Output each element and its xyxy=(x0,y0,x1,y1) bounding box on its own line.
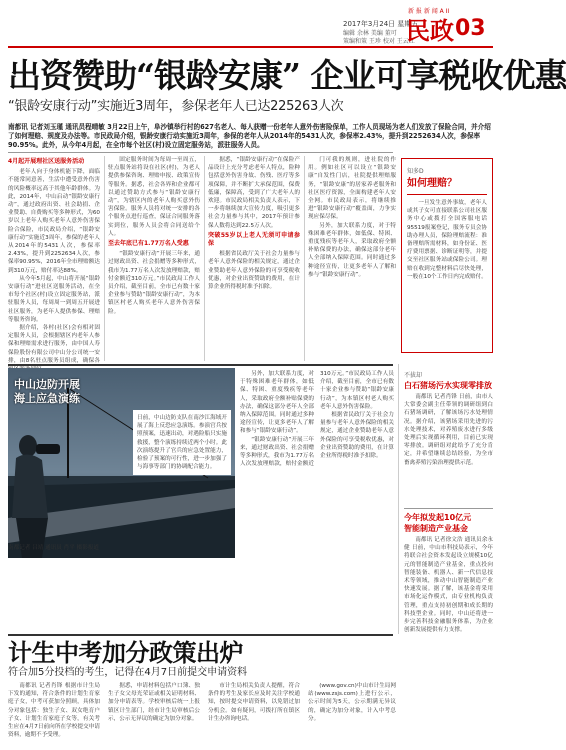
lead-rule xyxy=(8,152,393,153)
main-column-3 xyxy=(208,156,300,361)
main-col1c-para: 据介绍，各村(社区)会有相对固定服务人员，会根据辖区内老年人参保和理赔需求进行服务，由中国人寿保险股份有限公司中山分公司统一安排，由8名驻点服务员组成，确保各 xyxy=(8,325,100,364)
main-col4b-para: 另外，加大联系力度，对于特殊困难老年群体，如低保、特困、重度残疾等老年人，采取政府全额补贴保费的办法，确保这部分老年人全部纳入保障范围。同时通过多种途径宣传，让更多老年人了解和参与“银龄安康行动”。 xyxy=(308,222,396,278)
main-col2b-para: “银龄安康行动”开展三年来，通过财政出资、社会捐赠等多种形式，我市为1.77万名人次发放理赔款，赔付金额近310万元。”市民政局工作人员介绍，截至目前，全市已有数十家企业参与赞助“银龄安康行动”，为本镇区村老人购买老年人意外伤害保险。 xyxy=(108,251,200,315)
col-divider xyxy=(304,156,305,361)
main-col3-para: 据悉，“银龄安康行动”在保险产品设计上充分考虑老年人特点，险种包括意外伤害身故、伤残、医疗等多项保障，并不断扩大承保范围，保费低廉，保障高，受到了广大老年人的欢迎。市民政局相关负责人表示，下一步将继续加大宣传力度，吸引更多社会力量参与其中，2017年预计参保人数将达到22.5万人次。 xyxy=(208,157,300,229)
right-story2-title: 今年拟发起10亿元 智能制造产业基金 xyxy=(404,513,472,533)
second-headline: 计生中考加分政策出炉 xyxy=(8,638,243,667)
main-col1-para: 老年人向于身体机能下降，面临不能常同意善，生活中遭受意外伤害的风险概率远高于其他年龄群体。为此，2014年，中山启动“银龄安康行动”，通过政府出资、社会助捐、企业赞助、自费购买等多种形式，为60岁以上老年人购买老年人意外伤害保险合保险，市民政局介绍，“银龄安康行动”实施近3周年，参保的老年人从2014年的5431人次，参保率2.43%，提升到2252634人次，参保率90.95%，2016年全市理赔额达到310万元，赔付率达88%。 xyxy=(8,169,100,274)
masthead xyxy=(8,6,493,48)
mid-col-para: “银龄安康行动”开展三年来，通过财政出资、社会捐赠等多种形式，我市为1.77万名人次发放理赔款，赔付金额近310万元。”市民政局工作人员介绍，截至目前，全市已有数十家企业参与赞助“银龄安康行动”，为本镇区村老人购买老年人意外伤害保险。 xyxy=(240,371,394,468)
right-story1-text: 南都讯 记者肖锋 日前，由市人大常委会副主任带领的调研组到白石猪场调研，了解该场污水处理情况。据介绍，该猪场采用先进的污水处理技术，对养殖废水进行多级处理后实现循环利用，目前已实现零排放。调研组对此给予了充分肯定，并希望继续总结经验，为全市畜禽养殖污染治理提供示范。 xyxy=(404,394,493,466)
issue-date: 2017年3月24日 星期五 xyxy=(343,20,419,28)
main-column-4 xyxy=(308,156,396,361)
photo-credit: 南都记者 吕靖 通讯员 肖平 摄影报道 xyxy=(8,545,100,551)
right-story1-title: 白石猪场污水实现零排放 xyxy=(404,381,492,390)
masthead-topbar: 新 报 新 闻 A II xyxy=(408,8,450,15)
main-col3b-para: 根据省民政厅关于社会力量参与老年人意外保险的相关规定，通过企业赞助老年人意外保险的可享受税收优惠，对企业出资赞助的费用，在计算企业所得税时准予扣除。 xyxy=(208,251,300,291)
section-name: 民政 xyxy=(406,17,454,45)
col-divider xyxy=(104,156,105,361)
photo-caption: 日前，中山边防支队在南沙江海域开展了海上反恐应急演练。参演官兵按照预案，迅速出动，对遇险船只实施救援，整个演练持续近两个小时。此次演练提升了官兵的应急处置能力，检验了预案的可行性，进一步加强了与海事等部门的协调配合能力。 xyxy=(133,410,231,475)
mid-column xyxy=(240,370,394,632)
mid-col-para: 另外，加大联系力度，对于特殊困难老年群体，如低保、特困、重度残疾等老年人，采取政府全额补贴保费的办法，确保这部分老年人全部纳入保障范围。同时通过多种途径宣传，让更多老年人了解和参与“银龄安康行动”。 xyxy=(240,371,314,435)
masthead-rule xyxy=(8,46,493,48)
section-title-1: 4月起开展理社区送服务活动 xyxy=(8,158,85,165)
right-story1-body xyxy=(404,393,493,505)
sidebar-kicker: 知多D xyxy=(407,168,424,175)
second-column-2 xyxy=(108,682,200,746)
second-col2-para: 据悉，申请材料包括户口簿、独生子女父母光荣证或相关证明材料、加分申请表等。学校审核后统一上报镇区计生部门，经市计生局审核后公示，公示无异议的确定为加分对象。 xyxy=(108,683,200,722)
right-story2-text: 南都讯 记者徐文浩 通讯员余永健 日前，中山市科技局表示，今年将联合社会资本发起设立规模10亿元的智能制造产业基金，重点投向智能装备、机器人、新一代信息技术等领域，推动中山智能制造产业快速发展。据了解，该基金将采用市场化运作模式，由专业机构负责管理，重点支持初创期和成长期的科技型企业。同时，中山还将进一步完善科技金融服务体系，为企业创新发展提供有力支撑。 xyxy=(404,537,493,634)
right-story2-body xyxy=(404,536,493,746)
main-headline: 出资赞助“银龄安康” 企业可享税收优惠 xyxy=(8,56,566,95)
section-title-2: 至去年底已有1.77万名人受惠 xyxy=(108,240,189,248)
staff-credits: 编辑 余林 美编 董可 策编和策 王珍 校对 王云红 xyxy=(343,30,415,45)
second-col4-para: (www.gov.cn)中山市计生局网站(www.zsjs.com)上进行公示，公示时间为5天，公示期满无异议的，确定为加分对象，计入中考总分。 xyxy=(308,683,396,722)
second-column-1 xyxy=(8,682,100,746)
sidebar-title: 如何理赔？ xyxy=(407,177,487,195)
photo-story-title: 中山边防开展 海上应急演练 xyxy=(14,378,80,405)
right-story1-kicker: 不拔却 xyxy=(404,372,423,379)
main-col4-para: 门可我的规则，进社院的作用。例如社区可以设立“银龄安康”自发性门店，社院提供理赔服务，“银龄安康”的居家养老服务和社区医疗资源，全面构建老年人安全网。市民政局表示，将继续推进“银龄安康行动”覆盖面，力争实现应保尽保。 xyxy=(308,157,396,221)
main-col2-para: 固定服务时间为每周一至周五，驻点服务站将设在社区(村)，为老人提供参保咨询、理赔申报、政策宣传等服务。据悉，社会各界和企业都可以通过赞助方式参与“银龄安康行动”，为辖区内的老年人购买意外伤害保险。服务人员将对统一安排的各个服务点进行巡查，保证合同服务落实到位，服务人员会将合同送给个人。 xyxy=(108,157,200,237)
sidebar-box xyxy=(401,158,493,353)
page-number: 03 xyxy=(455,16,486,41)
main-column-1 xyxy=(8,156,100,364)
second-subhead: 符合加5分投档的考生，记得在4月7日前提交申请资料 xyxy=(8,667,248,678)
main-col1b-para: 从今年5月起，中山将开展“银龄安康行动”进社区送服务活动，在全市每个社区(村)设立固定服务站，派驻服务人员，每周周一到周五开展进社区服务，为老年人提供参保、理赔等服务咨询。 xyxy=(8,275,100,323)
lower-rule xyxy=(8,634,393,636)
mid-col-para: 根据省民政厅关于社会力量参与老年人意外保险的相关规定，通过企业赞助老年人意外保险的可享受税收优惠，对企业出资赞助的费用，在计算企业所得税时准予扣除。 xyxy=(320,412,394,460)
col-divider xyxy=(204,156,205,361)
col-divider xyxy=(398,364,399,634)
section-title-3: 突破55岁以上老人无须可申请参保 xyxy=(208,231,300,248)
sidebar-text: 一旦发生意外事故，老年人或其子女可直接联系公司社区服务中心或拨打全国客服电话95519报案登记，服务专员会协助办理人员，保险理赔流程：准备理赔所需材料，如身份证、医疗费用票据、诊断证明等，并提交至社区服务站或保险公司。理赔在收到完整材料后尽快处理，一般在10个工作日内完成赔付。 xyxy=(407,200,487,280)
second-column-4 xyxy=(308,682,396,746)
second-col1-para: 南都讯 记者肖锋 根据市计生局下发的通知，符合条件的计划生育家庭子女，中考可获加分照顾，具体加分对象包括：独生子女、双女绝育户子女、计划生育家庭子女等，有关考生应在4月7日前向所在学校提交申请资料，逾期不予受理。 xyxy=(8,683,100,739)
section-rule xyxy=(8,364,393,366)
second-col3-para: 市计生局相关负责人提醒，符合条件的考生及家长应及时关注学校通知，按时提交申请资料，以免错过加分机会。如有疑问，可拨打所在镇区计生办咨询电话。 xyxy=(208,683,300,722)
main-column-2 xyxy=(108,156,200,361)
main-lead: 南都讯 记者刘玉瑾 通讯员程晴敏 3月22日上午，阜沙镇举行村的627名老人、每人获赠一份老年人意外伤害险保单，工作人员现场为老人们发放了保险合同，并介绍了如何理赔、规度及办法等。市民政局介绍，银龄安康行动实施近3周年，参保的老年人从2014年的5431人次，参保率2.43%，提升到2252634人次，参保率90.95%。此外，从今年4月起，在全市每个社区(村)设立固定服务站，派驻服务人员。 xyxy=(8,123,491,149)
right-rule xyxy=(404,508,493,509)
main-subhead: “银龄安康行动”实施近3周年，参保老年人已达225263人次 xyxy=(8,99,344,114)
second-column-3 xyxy=(208,682,300,746)
